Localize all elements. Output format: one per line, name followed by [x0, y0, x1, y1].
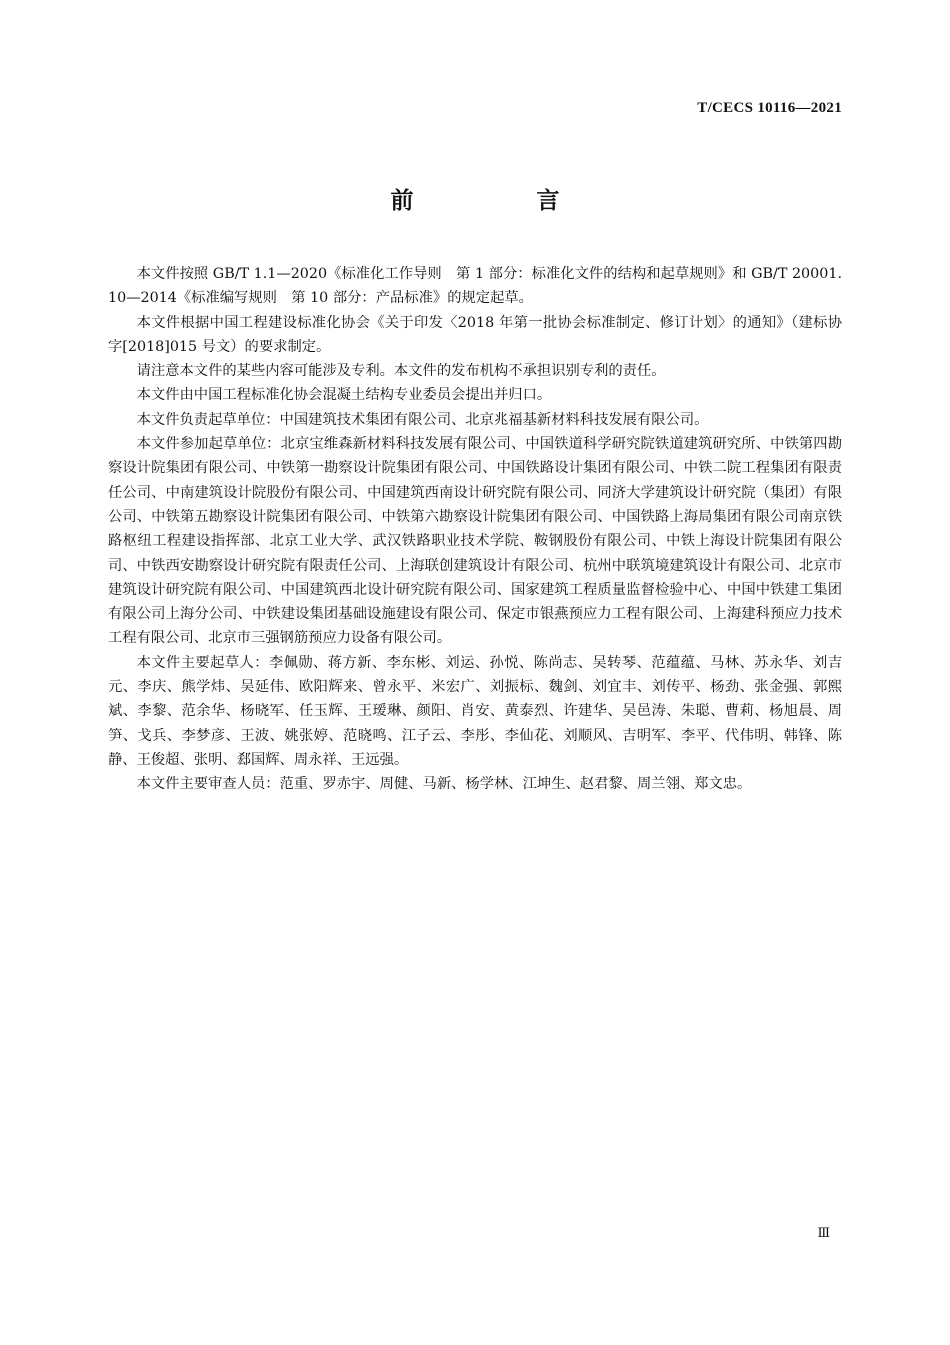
standard-code: T/CECS 10116—2021	[697, 100, 842, 116]
paragraph-participating-drafters: 本文件参加起草单位：北京宝维森新材料科技发展有限公司、中国铁道科学研究院铁道建筑研究所、中铁第四勘察设计院集团有限公司、中铁第一勘察设计院集团有限公司、中国铁路设计集团有限公司、中铁二院工程集团有限责任公司、中南建筑设计院股份有限公司、中国建筑西南设计研究院有限公司、同济大学建筑设计研究院（集团）有限公司、中铁第五勘察设计院集团有限公司、中铁第六勘察设计院集团有限公司、中国铁路上海局集团有限公司南京铁路枢纽工程建设指挥部、北京工业大学、武汉铁路职业技术学院、鞍钢股份有限公司、中铁上海设计院集团有限公司、中铁西安勘察设计研究院有限责任公司、上海联创建筑设计有限公司、杭州中联筑境建筑设计有限公司、北京市建筑设计研究院有限公司、中国建筑西北设计研究院有限公司、国家建筑工程质量监督检验中心、中国中铁建工集团有限公司上海分公司、中铁建设集团基础设施建设有限公司、保定市银燕预应力工程有限公司、上海建科预应力技术工程有限公司、北京市三强钢筋预应力设备有限公司。	[108, 436, 842, 647]
paragraph-basis: 本文件根据中国工程建设标准化协会《关于印发〈2018 年第一批协会标准制定、修订计划〉的通知》（建标协字[2018]015 号文）的要求制定。	[108, 314, 842, 355]
paragraph-patent-notice: 请注意本文件的某些内容可能涉及专利。本文件的发布机构不承担识别专利的责任。	[136, 363, 666, 380]
paragraph-drafting-rules: 本文件按照 GB/T 1.1—2020《标准化工作导则 第 1 部分：标准化文件的结构和起草规则》和 GB/T 20001.10—2014《标准编写规则 第 10 部分：产品标准》的规定起草。	[108, 266, 842, 307]
paragraph-proposer: 本文件由中国工程标准化协会混凝土结构专业委员会提出并归口。	[136, 387, 552, 404]
document-body	[108, 262, 842, 797]
page-number: Ⅲ	[817, 1225, 830, 1240]
page-title: 前 言	[390, 188, 610, 214]
paragraph-lead-drafters: 本文件负责起草单位：中国建筑技术集团有限公司、北京兆福基新材料科技发展有限公司。	[136, 411, 709, 428]
paragraph-main-drafters: 本文件主要起草人：李佩勋、蒋方新、李东彬、刘运、孙悦、陈尚志、吴转琴、范蕴蕴、马林、苏永华、刘吉元、李庆、熊学炜、吴延伟、欧阳辉来、曾永平、米宏广、刘振标、魏剑、刘宜丰、刘传平、杨劲、张金强、郭熙斌、李黎、范余华、杨晓军、任玉辉、王瑷琳、颜阳、肖安、黄泰烈、许建华、吴邑涛、朱聪、曹莉、杨旭晨、周笋、戈兵、李梦彦、王波、姚张婷、范晓鸣、江子云、李彤、李仙花、刘顺风、吉明军、李平、代伟明、韩锋、陈静、王俊超、张明、郄国辉、周永祥、王远强。	[108, 654, 842, 768]
paragraph-reviewers: 本文件主要审查人员：范重、罗赤宇、周健、马新、杨学林、江坤生、赵君黎、周兰翎、郑文忠。	[136, 776, 752, 793]
